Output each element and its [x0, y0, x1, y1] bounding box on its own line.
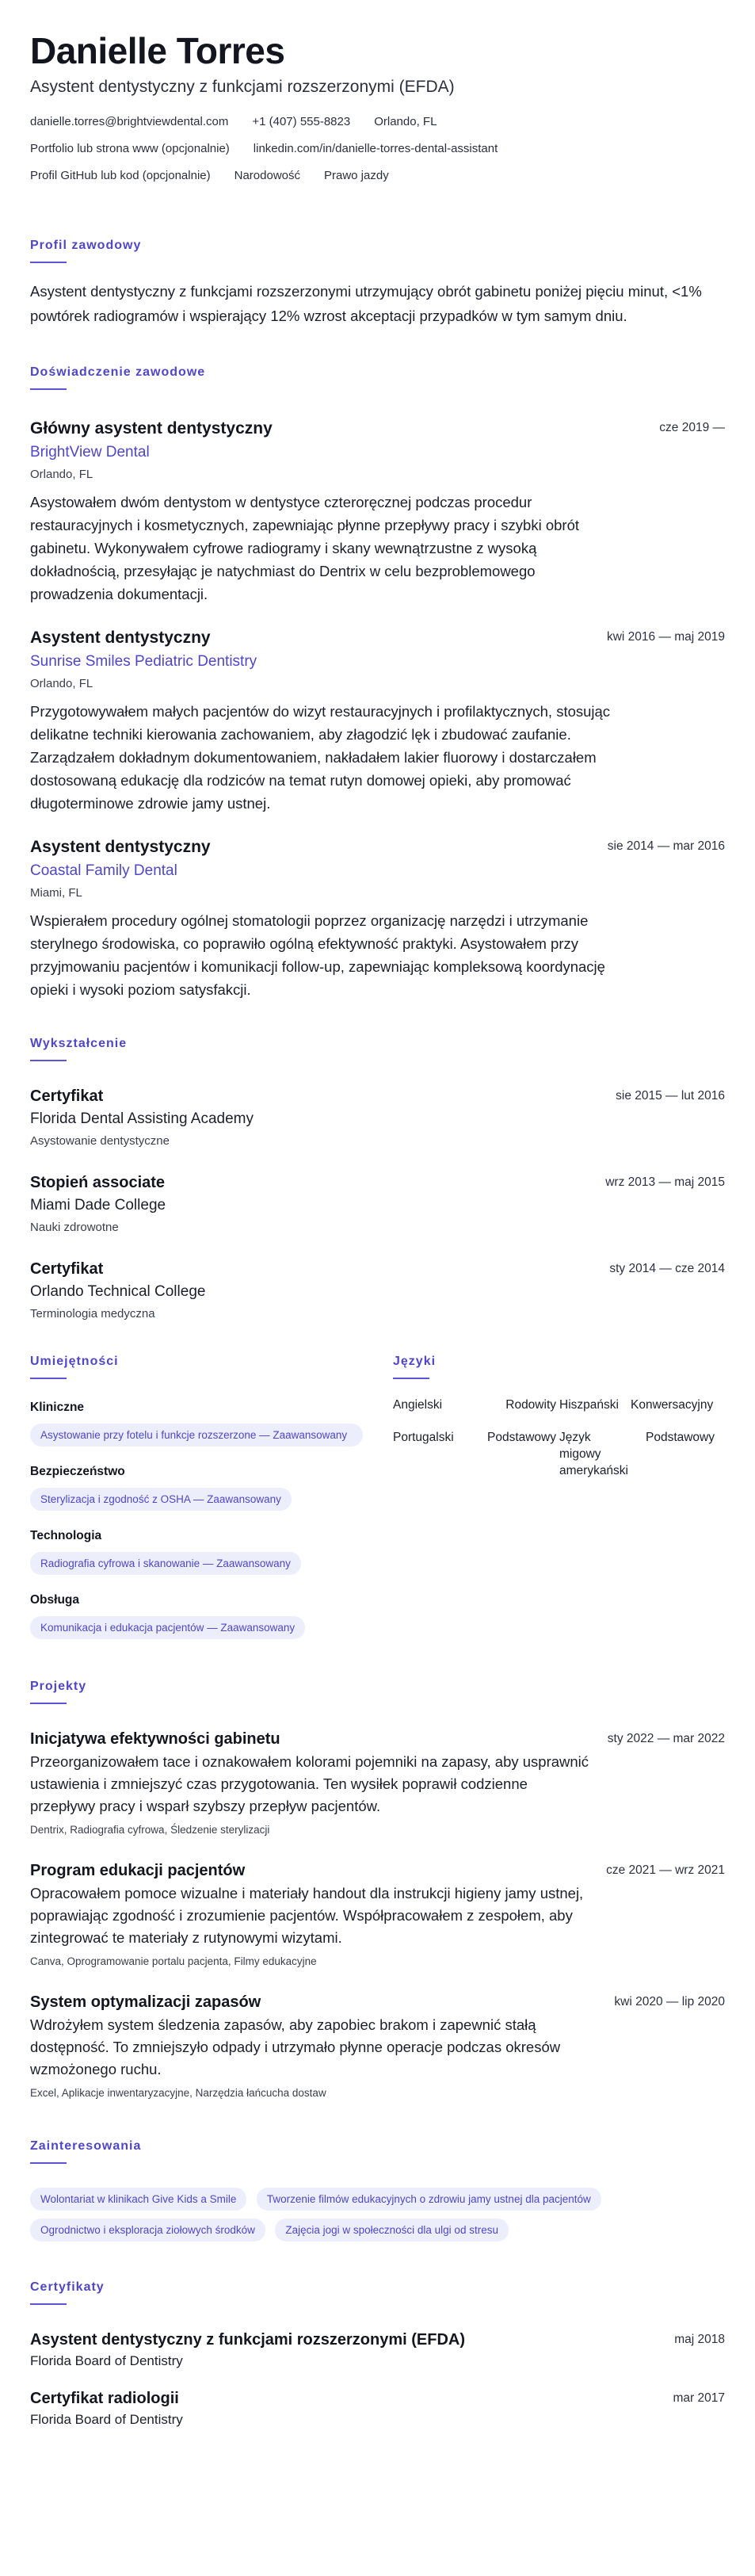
certification-issuer: Florida Board of Dentistry	[30, 2353, 183, 2368]
certification-entry	[30, 2389, 725, 2429]
interest-chip: Ogrodnictwo i eksploracja ziołowych środków	[30, 2219, 265, 2242]
section-divider	[30, 388, 67, 390]
skill-chip: Asystowanie przy fotelu i funkcje rozszerzone — Zaawansowany	[30, 1424, 363, 1447]
job-title: Asystent dentystyczny	[30, 629, 211, 647]
skill-category: Obsługa	[30, 1593, 80, 1607]
education-degree: Certyfikat	[30, 1260, 104, 1278]
job-description: Asystowałem dwóm dentystom w dentystyce czteroręcznej podczas procedur restauracyjnych i kosmetycznych, zapewniając płynne przepływy pracy i szybki obrót gabinetu. Wykonywałem cyfrowe radiogramy i skany wewnątrzustne z wysoką dokładnością, przesyłając je natychmiast do Dentrix w celu bezproblemowego prowadzenia dokumentacji.	[30, 494, 580, 602]
profile-summary: Asystent dentystyczny z funkcjami rozszerzonymi utrzymujący obrót gabinetu poniżej pięciu minut, <1% powtórek radiogramów i wspierający 12% wzrost akceptacji przypadków w tym samym dniu.	[30, 283, 702, 324]
contact-row	[30, 168, 725, 184]
education-field: Nauki zdrowotne	[30, 1221, 119, 1234]
certification-issuer: Florida Board of Dentistry	[30, 2412, 183, 2427]
language-list	[393, 1397, 725, 1479]
resume-header	[30, 30, 725, 184]
education-degree: Stopień associate	[30, 1174, 166, 1191]
section-title: Projekty	[30, 1680, 87, 1693]
job-company: Sunrise Smiles Pediatric Dentistry	[30, 653, 257, 670]
job-entry	[30, 628, 725, 815]
language-name: Portugalski	[393, 1431, 454, 1444]
contact-linkedin[interactable]: linkedin.com/in/danielle-torres-dental-assistant	[253, 142, 498, 155]
education-entry	[30, 1259, 725, 1322]
project-tech: Dentrix, Radiografia cyfrowa, Śledzenie sterylizacji	[30, 1824, 270, 1836]
language-level: Konwersacyjny	[631, 1398, 714, 1412]
project-description: Wdrożyłem system śledzenia zapasów, aby zapobiec brakom i zapewnić stałą dostępność. To zmniejszyło odpady i utrzymało płynne operacje podczas okresów wzmożonego ruchu.	[30, 2016, 561, 2077]
section-divider	[30, 2162, 67, 2164]
job-entry	[30, 419, 725, 606]
job-date: cze 2019 —	[659, 421, 725, 434]
contact-nationality: Narodowość	[234, 169, 300, 182]
education-school: Florida Dental Assisting Academy	[30, 1110, 254, 1127]
project-description: Opracowałem pomoce wizualne i materiały handout dla instrukcji higieny jamy ustnej, poprawiając zgodność i zrozumienie pacjentów. Współpracowałem z zespołem, aby zintegrować te materiały z rutynowymi wizytami.	[30, 1885, 584, 1946]
project-title: System optymalizacji zapasów	[30, 1993, 261, 2011]
certification-entry	[30, 2330, 725, 2370]
project-title: Inicjatywa efektywności gabinetu	[30, 1730, 280, 1748]
contact-location: Orlando, FL	[374, 115, 437, 128]
languages-section	[393, 1354, 725, 1639]
skills-languages-row	[30, 1354, 725, 1639]
skill-category: Technologia	[30, 1529, 102, 1542]
interest-chip: Tworzenie filmów edukacyjnych o zdrowiu jamy ustnej dla pacjentów	[257, 2188, 601, 2211]
education-school: Miami Dade College	[30, 1197, 166, 1213]
project-tech: Excel, Aplikacje inwentaryzacyjne, Narzędzia łańcucha dostaw	[30, 2087, 326, 2099]
section-divider	[30, 262, 67, 263]
project-entry	[30, 1993, 725, 2100]
section-divider	[30, 1060, 67, 1061]
skill-group	[30, 1592, 393, 1639]
job-location: Orlando, FL	[30, 468, 93, 481]
contact-row	[30, 114, 725, 130]
language-level: Rodowity	[505, 1398, 556, 1412]
profile-section	[30, 238, 725, 328]
candidate-role: Asystent dentystyczny z funkcjami rozszerzonymi (EFDA)	[30, 78, 455, 96]
interest-chip: Wolontariat w klinikach Give Kids a Smile	[30, 2188, 246, 2211]
job-company: BrightView Dental	[30, 444, 150, 461]
job-location: Orlando, FL	[30, 677, 93, 690]
skills-section	[30, 1354, 393, 1639]
skill-group	[30, 1400, 393, 1447]
education-date: sie 2015 — lut 2016	[616, 1089, 725, 1103]
contact-phone[interactable]: +1 (407) 555-8823	[252, 115, 351, 128]
education-date: sty 2014 — cze 2014	[609, 1262, 725, 1275]
education-entry	[30, 1087, 725, 1149]
contact-portfolio[interactable]: Portfolio lub strona www (opcjonalnie)	[30, 142, 230, 155]
job-company: Coastal Family Dental	[30, 862, 177, 879]
section-divider	[30, 1703, 67, 1704]
job-title: Główny asystent dentystyczny	[30, 419, 273, 438]
section-title: Certyfikaty	[30, 2280, 105, 2294]
project-description: Przeorganizowałem tace i oznakowałem kolorami pojemniki na zapasy, aby usprawnić ustawienia i zmniejszyć czas przygotowania. Ten wysiłek poprawił codzienne przepływy pracy i wsparł szybszy przepływ pacjentów.	[30, 1753, 589, 1814]
job-entry	[30, 837, 725, 1001]
interests-section	[30, 2138, 725, 2242]
language-level: Podstawowy	[645, 1431, 715, 1444]
interest-chip: Zajęcia jogi w społeczności dla ulgi od stresu	[275, 2219, 509, 2242]
projects-section	[30, 1679, 725, 2100]
job-description: Wspierałem procedury ogólnej stomatologii poprzez organizację narzędzi i utrzymanie sterylnego środowiska, co poprawiło ogólną efektywność praktyki. Asystowałem przy przyjmowaniu pacjentów i komunikacji follow-up, zapewniając kompleksową koordynację opieki i wysoki poziom satysfakcji.	[30, 912, 605, 998]
section-divider	[30, 2303, 67, 2305]
interest-list	[30, 2180, 704, 2242]
job-date: sie 2014 — mar 2016	[607, 839, 725, 853]
certification-date: maj 2018	[674, 2333, 725, 2346]
skill-chip: Sterylizacja i zgodność z OSHA — Zaawansowany	[30, 1488, 292, 1511]
project-date: sty 2022 — mar 2022	[607, 1732, 725, 1745]
project-tech: Canva, Oprogramowanie portalu pacjenta, Filmy edukacyjne	[30, 1955, 317, 1967]
education-degree: Certyfikat	[30, 1087, 104, 1105]
skill-chip: Komunikacja i edukacja pacjentów — Zaawansowany	[30, 1616, 305, 1639]
skill-group	[30, 1528, 393, 1575]
candidate-name: Danielle Torres	[30, 30, 285, 71]
project-date: kwi 2020 — lip 2020	[614, 1995, 725, 2008]
certification-name: Certyfikat radiologii	[30, 2390, 179, 2407]
job-title: Asystent dentystyczny	[30, 838, 211, 856]
contact-row	[30, 141, 725, 157]
experience-section	[30, 365, 725, 1001]
skill-category: Bezpieczeństwo	[30, 1465, 125, 1478]
language-name: Angielski	[393, 1398, 443, 1412]
contact-license: Prawo jazdy	[324, 169, 389, 182]
section-title: Języki	[393, 1355, 437, 1368]
project-entry	[30, 1861, 725, 1969]
project-date: cze 2021 — wrz 2021	[606, 1863, 725, 1877]
language-name: Hiszpański	[559, 1398, 619, 1412]
education-date: wrz 2013 — maj 2015	[605, 1175, 725, 1189]
education-field: Asystowanie dentystyczne	[30, 1134, 170, 1148]
section-title: Zainteresowania	[30, 2139, 142, 2153]
skill-group	[30, 1464, 393, 1511]
skill-category: Kliniczne	[30, 1401, 85, 1414]
section-title: Wykształcenie	[30, 1037, 128, 1050]
section-divider	[393, 1378, 429, 1379]
certification-name: Asystent dentystyczny z funkcjami rozszerzonymi (EFDA)	[30, 2331, 466, 2349]
job-date: kwi 2016 — maj 2019	[606, 630, 725, 644]
contact-email[interactable]: danielle.torres@brightviewdental.com	[30, 115, 229, 128]
language-name: Język migowy amerykański	[559, 1431, 628, 1477]
education-school: Orlando Technical College	[30, 1283, 206, 1300]
education-section	[30, 1036, 725, 1322]
project-entry	[30, 1729, 725, 1837]
contact-github[interactable]: Profil GitHub lub kod (opcjonalnie)	[30, 169, 211, 182]
certification-date: mar 2017	[673, 2391, 725, 2405]
education-entry	[30, 1173, 725, 1236]
language-level: Podstawowy	[486, 1431, 556, 1444]
education-field: Terminologia medyczna	[30, 1307, 155, 1320]
project-title: Program edukacji pacjentów	[30, 1862, 246, 1879]
skill-chip: Radiografia cyfrowa i skanowanie — Zaawansowany	[30, 1552, 301, 1575]
section-title: Doświadczenie zawodowe	[30, 365, 206, 379]
certifications-section	[30, 2280, 725, 2429]
job-description: Przygotowywałem małych pacjentów do wizyt restauracyjnych i profilaktycznych, stosując delikatne techniki kierowania zachowaniem, aby złagodzić lęk i zbudować zaufanie. Zarządzałem dokładnym dokumentowaniem, nakładałem lakier fluorowy i dostarczałem dostosowaną edukację dla rodziców na temat rutyn domowej opieki, aby promować długoterminowe zdrowie jamy ustnej.	[30, 703, 611, 812]
job-location: Miami, FL	[30, 886, 82, 900]
section-title: Umiejętności	[30, 1355, 119, 1368]
section-title: Profil zawodowy	[30, 239, 142, 252]
section-divider	[30, 1378, 67, 1379]
